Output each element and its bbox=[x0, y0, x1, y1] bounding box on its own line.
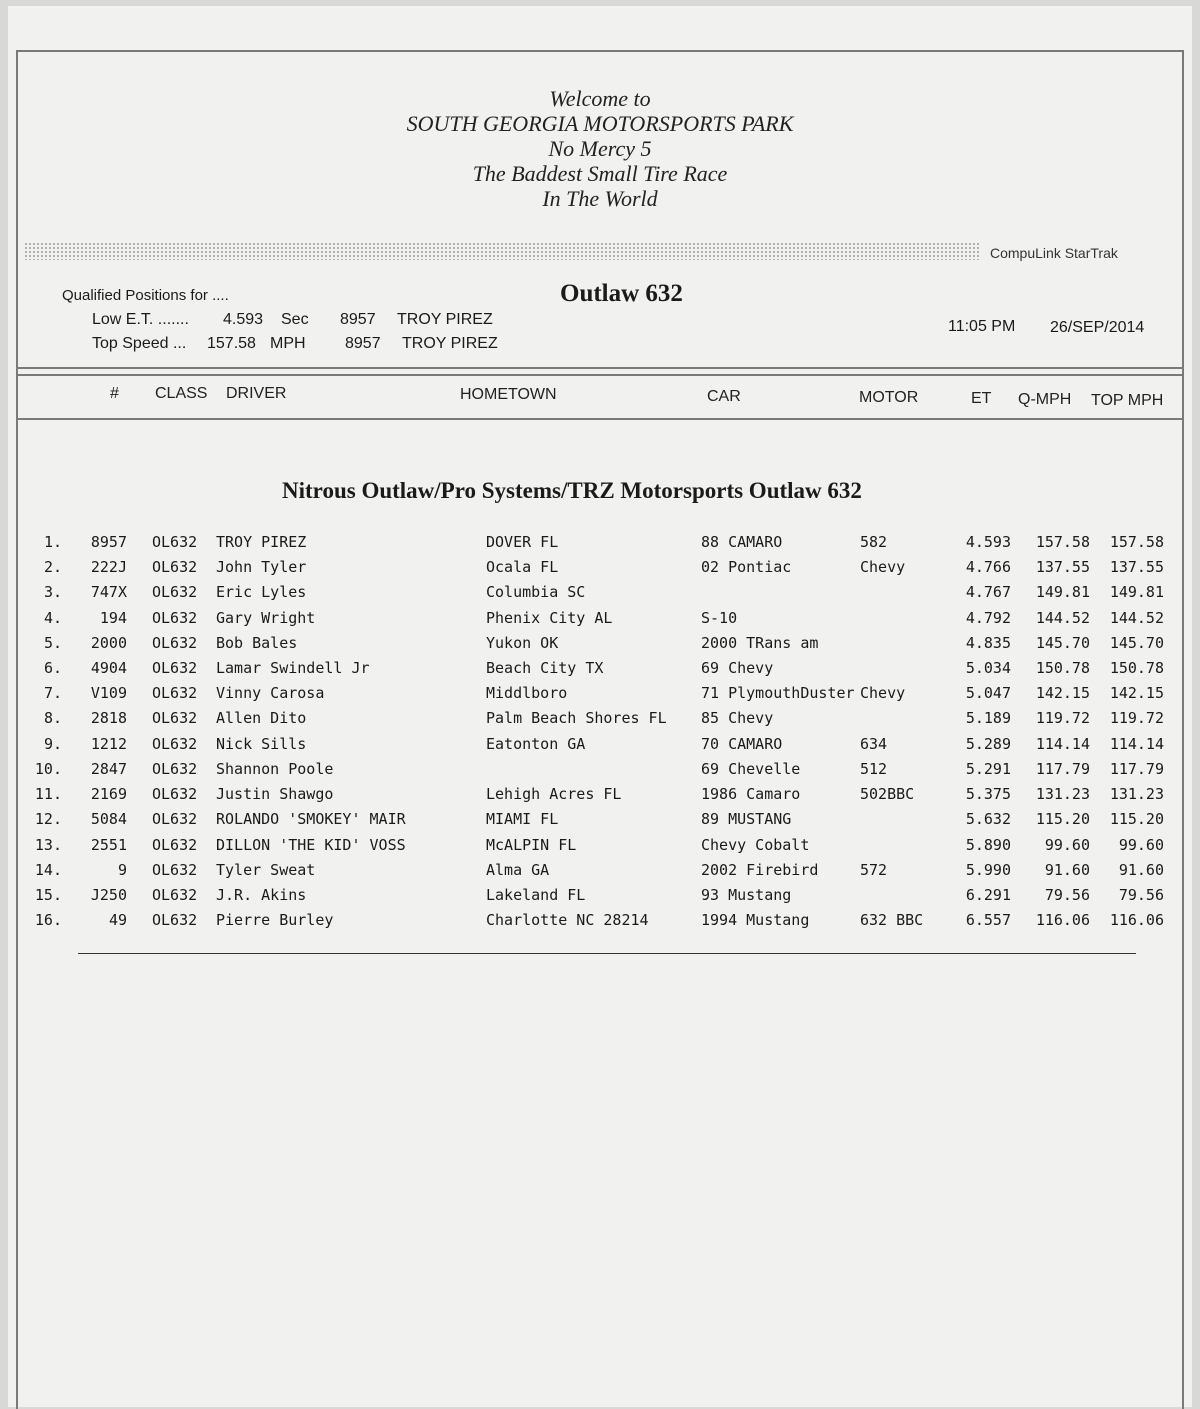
row-car-number: 222J bbox=[90, 558, 127, 577]
table-row bbox=[0, 735, 1200, 760]
row-car-number: 2169 bbox=[90, 785, 127, 804]
table-end-rule bbox=[78, 953, 1136, 954]
row-top-mph: 114.14 bbox=[1109, 734, 1164, 753]
qualified-label: Qualified Positions for .... bbox=[62, 287, 229, 304]
row-motor: 582 bbox=[860, 533, 888, 551]
col-num: # bbox=[110, 385, 119, 402]
row-qmph: 99.60 bbox=[1044, 835, 1090, 854]
row-motor: 572 bbox=[860, 860, 888, 879]
welcome-line-4: The Baddest Small Tire Race bbox=[472, 161, 728, 186]
row-class: OL632 bbox=[152, 633, 198, 652]
row-position: 9. bbox=[43, 734, 62, 753]
row-et: 4.593 bbox=[965, 533, 1011, 551]
row-hometown: Phenix City AL bbox=[486, 608, 613, 627]
table-row bbox=[0, 861, 1200, 886]
low-et-driver: TROY PIREZ bbox=[397, 311, 493, 328]
row-class: OL632 bbox=[152, 533, 198, 551]
row-class: OL632 bbox=[152, 885, 198, 904]
row-et: 5.990 bbox=[965, 860, 1011, 879]
row-position: 6. bbox=[43, 659, 62, 678]
top-speed-number: 8957 bbox=[345, 335, 381, 352]
row-car-number: V109 bbox=[90, 684, 127, 703]
table-row bbox=[0, 810, 1200, 835]
row-motor: Chevy bbox=[860, 558, 906, 577]
col-motor: MOTOR bbox=[859, 389, 919, 406]
row-et: 5.047 bbox=[965, 684, 1011, 703]
row-qmph: 149.81 bbox=[1035, 583, 1090, 602]
top-speed-value: 157.58 bbox=[207, 335, 256, 352]
row-top-mph: 117.79 bbox=[1109, 759, 1164, 778]
row-et: 5.189 bbox=[965, 709, 1011, 728]
row-top-mph: 79.56 bbox=[1118, 885, 1164, 904]
col-driver: DRIVER bbox=[226, 385, 287, 402]
row-top-mph: 144.52 bbox=[1109, 608, 1164, 627]
row-car-number: 5084 bbox=[90, 810, 127, 829]
low-et-value: 4.593 bbox=[223, 311, 264, 328]
row-car: 2002 Firebird bbox=[701, 860, 819, 879]
row-position: 7. bbox=[43, 684, 62, 703]
table-row bbox=[0, 760, 1200, 785]
low-et-unit: Sec bbox=[281, 311, 309, 328]
row-qmph: 79.56 bbox=[1044, 885, 1090, 904]
row-car: 88 CAMARO bbox=[701, 533, 783, 551]
row-position: 8. bbox=[43, 709, 62, 728]
row-position: 12. bbox=[34, 810, 62, 829]
row-car: 70 CAMARO bbox=[701, 734, 783, 753]
row-motor: 632 BBC bbox=[860, 911, 924, 930]
row-position: 16. bbox=[34, 911, 62, 930]
row-hometown: DOVER FL bbox=[486, 533, 559, 551]
row-top-mph: 149.81 bbox=[1109, 583, 1164, 602]
col-et: ET bbox=[971, 390, 992, 407]
row-driver: John Tyler bbox=[216, 558, 307, 577]
top-speed-driver: TROY PIREZ bbox=[402, 335, 498, 352]
low-et-label: Low E.T. ....... bbox=[92, 311, 189, 328]
row-et: 5.890 bbox=[965, 835, 1011, 854]
row-hometown: Middlboro bbox=[486, 684, 568, 703]
row-driver: Allen Dito bbox=[216, 709, 307, 728]
row-position: 5. bbox=[43, 633, 62, 652]
table-row bbox=[0, 533, 1200, 558]
row-et: 6.557 bbox=[965, 911, 1011, 930]
row-car: 71 PlymouthDuster bbox=[701, 684, 855, 703]
welcome-line-2: SOUTH GEORGIA MOTORSPORTS PARK bbox=[406, 111, 794, 136]
row-class: OL632 bbox=[152, 684, 198, 703]
col-class: CLASS bbox=[155, 385, 208, 402]
row-class: OL632 bbox=[152, 911, 198, 930]
row-car: 85 Chevy bbox=[701, 709, 774, 728]
row-et: 5.291 bbox=[965, 759, 1011, 778]
table-row bbox=[0, 583, 1200, 608]
row-driver: Pierre Burley bbox=[216, 911, 334, 930]
row-top-mph: 116.06 bbox=[1109, 911, 1164, 930]
row-class: OL632 bbox=[152, 860, 198, 879]
row-top-mph: 157.58 bbox=[1109, 533, 1164, 551]
row-driver: DILLON 'THE KID' VOSS bbox=[216, 835, 406, 854]
row-car-number: 49 bbox=[108, 911, 127, 930]
row-hometown: MIAMI FL bbox=[486, 810, 559, 829]
report-time: 11:05 PM bbox=[948, 318, 1016, 335]
row-et: 6.291 bbox=[965, 885, 1011, 904]
row-qmph: 91.60 bbox=[1044, 860, 1090, 879]
row-et: 4.767 bbox=[965, 583, 1011, 602]
row-car: 1986 Camaro bbox=[701, 785, 801, 804]
row-hometown: Beach City TX bbox=[486, 659, 604, 678]
welcome-line-3: No Mercy 5 bbox=[548, 136, 652, 161]
row-hometown: Alma GA bbox=[486, 860, 550, 879]
row-driver: Lamar Swindell Jr bbox=[216, 659, 370, 678]
row-position: 13. bbox=[34, 835, 62, 854]
row-hometown: Yukon OK bbox=[486, 633, 559, 652]
row-driver: Bob Bales bbox=[216, 633, 298, 652]
row-driver: Shannon Poole bbox=[216, 759, 334, 778]
header-divider bbox=[16, 367, 1182, 369]
row-hometown: McALPIN FL bbox=[486, 835, 577, 854]
row-driver: J.R. Akins bbox=[216, 885, 307, 904]
row-hometown: Palm Beach Shores FL bbox=[486, 709, 667, 728]
row-class: OL632 bbox=[152, 734, 198, 753]
row-class: OL632 bbox=[152, 558, 198, 577]
row-driver: Tyler Sweat bbox=[216, 860, 316, 879]
row-et: 5.289 bbox=[965, 734, 1011, 753]
row-top-mph: 115.20 bbox=[1109, 810, 1164, 829]
row-class: OL632 bbox=[152, 709, 198, 728]
brand-label: CompuLink StarTrak bbox=[990, 245, 1118, 261]
row-top-mph: 99.60 bbox=[1118, 835, 1164, 854]
row-car-number: 747X bbox=[90, 583, 127, 602]
row-class: OL632 bbox=[152, 785, 198, 804]
row-qmph: 145.70 bbox=[1035, 633, 1090, 652]
row-class: OL632 bbox=[152, 659, 198, 678]
welcome-line-5: In The World bbox=[542, 186, 658, 211]
row-car: 2000 TRans am bbox=[701, 633, 819, 652]
row-car: 93 Mustang bbox=[701, 885, 792, 904]
section-title: Nitrous Outlaw/Pro Systems/TRZ Motorsports Outlaw 632 bbox=[282, 478, 862, 503]
row-driver: TROY PIREZ bbox=[216, 533, 307, 551]
row-qmph: 137.55 bbox=[1035, 558, 1090, 577]
row-position: 2. bbox=[43, 558, 62, 577]
row-driver: Eric Lyles bbox=[216, 583, 307, 602]
row-car: Chevy Cobalt bbox=[701, 835, 810, 854]
row-car-number: 2847 bbox=[90, 759, 127, 778]
row-position: 14. bbox=[34, 860, 62, 879]
row-car: 89 MUSTANG bbox=[701, 810, 792, 829]
col-topmph: TOP MPH bbox=[1091, 392, 1164, 409]
row-car-number: 2000 bbox=[90, 633, 127, 652]
row-driver: Gary Wright bbox=[216, 608, 316, 627]
table-row bbox=[0, 609, 1200, 634]
welcome-line-1: Welcome to bbox=[549, 86, 651, 111]
report-date: 26/SEP/2014 bbox=[1050, 319, 1145, 336]
col-qmph: Q-MPH bbox=[1018, 391, 1072, 408]
row-car: 1994 Mustang bbox=[701, 911, 810, 930]
row-car-number: 194 bbox=[99, 608, 127, 627]
table-row bbox=[0, 785, 1200, 810]
row-car-number: 9 bbox=[117, 860, 127, 879]
row-qmph: 119.72 bbox=[1035, 709, 1090, 728]
row-et: 5.034 bbox=[965, 659, 1011, 678]
row-car: 69 Chevy bbox=[701, 659, 774, 678]
row-car-number: 2551 bbox=[90, 835, 127, 854]
row-position: 1. bbox=[43, 533, 62, 551]
row-hometown: Lakeland FL bbox=[486, 885, 586, 904]
row-hometown: Lehigh Acres FL bbox=[486, 785, 622, 804]
row-position: 15. bbox=[34, 885, 62, 904]
row-motor: 502BBC bbox=[860, 785, 915, 804]
row-hometown: Ocala FL bbox=[486, 558, 559, 577]
row-car-number: 8957 bbox=[90, 533, 127, 551]
row-position: 10. bbox=[34, 759, 62, 778]
row-top-mph: 137.55 bbox=[1109, 558, 1164, 577]
row-top-mph: 91.60 bbox=[1118, 860, 1164, 879]
row-hometown: Eatonton GA bbox=[486, 734, 586, 753]
row-top-mph: 131.23 bbox=[1109, 785, 1164, 804]
table-row bbox=[0, 659, 1200, 684]
row-driver: Vinny Carosa bbox=[216, 684, 325, 703]
row-qmph: 114.14 bbox=[1035, 734, 1090, 753]
row-et: 4.835 bbox=[965, 633, 1011, 652]
row-qmph: 117.79 bbox=[1035, 759, 1090, 778]
row-qmph: 142.15 bbox=[1035, 684, 1090, 703]
row-driver: ROLANDO 'SMOKEY' MAIR bbox=[216, 810, 406, 829]
row-et: 5.375 bbox=[965, 785, 1011, 804]
low-et-number: 8957 bbox=[340, 311, 376, 328]
row-qmph: 157.58 bbox=[1035, 533, 1090, 551]
row-qmph: 150.78 bbox=[1035, 659, 1090, 678]
column-header-divider bbox=[16, 418, 1182, 420]
row-hometown: Charlotte NC 28214 bbox=[486, 911, 649, 930]
row-top-mph: 142.15 bbox=[1109, 684, 1164, 703]
row-car-number: 1212 bbox=[90, 734, 127, 753]
row-car-number: J250 bbox=[90, 885, 127, 904]
row-car: 69 Chevelle bbox=[701, 759, 801, 778]
stipple-band bbox=[24, 242, 979, 260]
table-row bbox=[0, 558, 1200, 583]
table-row bbox=[0, 709, 1200, 734]
row-top-mph: 150.78 bbox=[1109, 659, 1164, 678]
table-row bbox=[0, 911, 1200, 936]
row-qmph: 115.20 bbox=[1035, 810, 1090, 829]
row-car: 02 Pontiac bbox=[701, 558, 792, 577]
row-qmph: 144.52 bbox=[1035, 608, 1090, 627]
col-car: CAR bbox=[707, 388, 741, 405]
table-row bbox=[0, 634, 1200, 659]
row-driver: Nick Sills bbox=[216, 734, 307, 753]
top-speed-label: Top Speed ... bbox=[92, 335, 187, 352]
table-row bbox=[0, 886, 1200, 911]
row-et: 4.766 bbox=[965, 558, 1011, 577]
row-car-number: 2818 bbox=[90, 709, 127, 728]
row-car-number: 4904 bbox=[90, 659, 127, 678]
row-class: OL632 bbox=[152, 810, 198, 829]
table-row bbox=[0, 836, 1200, 861]
col-hometown: HOMETOWN bbox=[460, 386, 557, 403]
row-qmph: 131.23 bbox=[1035, 785, 1090, 804]
row-class: OL632 bbox=[152, 759, 198, 778]
row-class: OL632 bbox=[152, 608, 198, 627]
row-motor: 512 bbox=[860, 759, 888, 778]
class-title: Outlaw 632 bbox=[560, 280, 683, 307]
row-position: 4. bbox=[43, 608, 62, 627]
top-speed-unit: MPH bbox=[270, 335, 306, 352]
row-car: S-10 bbox=[701, 608, 738, 627]
table-row bbox=[0, 684, 1200, 709]
row-top-mph: 145.70 bbox=[1109, 633, 1164, 652]
header-divider-2 bbox=[16, 374, 1182, 376]
row-et: 5.632 bbox=[965, 810, 1011, 829]
row-top-mph: 119.72 bbox=[1109, 709, 1164, 728]
row-position: 11. bbox=[34, 785, 62, 804]
row-class: OL632 bbox=[152, 583, 198, 602]
row-motor: Chevy bbox=[860, 684, 906, 703]
row-hometown: Columbia SC bbox=[486, 583, 586, 602]
row-position: 3. bbox=[43, 583, 62, 602]
row-class: OL632 bbox=[152, 835, 198, 854]
row-driver: Justin Shawgo bbox=[216, 785, 334, 804]
row-qmph: 116.06 bbox=[1035, 911, 1090, 930]
row-et: 4.792 bbox=[965, 608, 1011, 627]
row-motor: 634 bbox=[860, 734, 888, 753]
